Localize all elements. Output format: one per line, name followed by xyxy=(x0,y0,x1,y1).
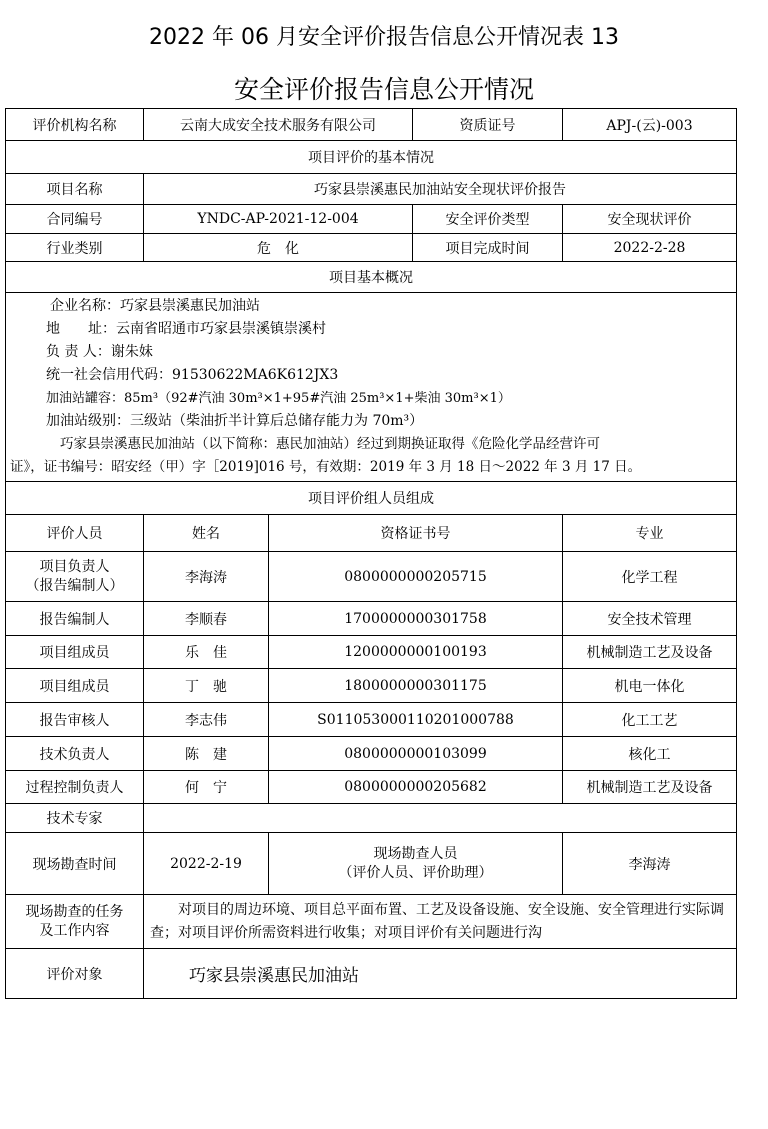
team-major: 化学工程 xyxy=(563,552,737,602)
project-name-value: 巧家县崇溪惠民加油站安全现状评价报告 xyxy=(144,174,737,205)
survey-people-label xyxy=(269,833,563,895)
overview-company: 企业名称：巧家县崇溪惠民加油站 xyxy=(50,298,260,314)
team-role-line1: 项目负责人 xyxy=(39,558,110,575)
team-major: 核化工 xyxy=(563,737,737,771)
basic-section-header: 项目评价的基本情况 xyxy=(6,141,737,174)
expert-value xyxy=(144,804,737,833)
overview-license-line1: 巧家县崇溪惠民加油站（以下简称：惠民加油站）经过到期换证取得《危险化学品经营许可 xyxy=(60,436,600,452)
survey-task-label-line1: 现场勘查的任务 xyxy=(25,903,124,920)
team-name: 李顺春 xyxy=(144,602,269,636)
team-role: 项目组成员 xyxy=(6,636,144,669)
team-role-line2: （报告编制人） xyxy=(25,577,124,594)
document-subtitle: 安全评价报告信息公开情况 xyxy=(233,75,534,104)
contract-label: 合同编号 xyxy=(6,205,144,234)
survey-task-label-line2: 及工作内容 xyxy=(39,922,110,939)
org-row xyxy=(6,109,737,141)
team-cert: 0800000000205715 xyxy=(269,552,563,602)
team-role xyxy=(6,552,144,602)
overview-level: 加油站级别：三级站（柴油折半计算后总储存能力为 70m³） xyxy=(46,413,424,429)
team-major: 安全技术管理 xyxy=(563,602,737,636)
survey-people-label-line1: 现场勘查人员 xyxy=(373,845,458,862)
industry-label: 行业类别 xyxy=(6,234,144,262)
document-title: 2022 年 06 月安全评价报告信息公开情况表 13 xyxy=(149,25,619,50)
team-section-header: 项目评价组人员组成 xyxy=(6,482,737,515)
team-cert: 0800000000103099 xyxy=(269,737,563,771)
overview-content xyxy=(6,293,737,482)
team-cert: S011053000110201000788 xyxy=(269,703,563,737)
team-name: 李海涛 xyxy=(144,552,269,602)
overview-license-line2: 证》，证书编号：昭安经（甲）字［2019]016 号，有效期：2019 年 3 月 18 日～2022 年 3 月 17 日。 xyxy=(10,459,642,475)
team-name: 何 宁 xyxy=(144,771,269,804)
team-name: 李志伟 xyxy=(144,703,269,737)
contract-value: YNDC-AP-2021-12-004 xyxy=(144,205,413,234)
info-table xyxy=(5,108,737,999)
team-cert: 0800000000205682 xyxy=(269,771,563,804)
table-row xyxy=(6,636,737,669)
eval-type-label: 安全评价类型 xyxy=(413,205,563,234)
team-major: 机电一体化 xyxy=(563,669,737,703)
team-major: 机械制造工艺及设备 xyxy=(563,771,737,804)
team-role: 报告编制人 xyxy=(6,602,144,636)
table-row xyxy=(6,552,737,602)
survey-people-value: 李海涛 xyxy=(563,833,737,895)
team-header-cert: 资格证书号 xyxy=(269,515,563,552)
team-role: 报告审核人 xyxy=(6,703,144,737)
survey-people-label-line2: （评价人员、评价助理） xyxy=(338,864,493,881)
cert-label: 资质证号 xyxy=(413,109,563,141)
team-header-major: 专业 xyxy=(563,515,737,552)
org-value: 云南大成安全技术服务有限公司 xyxy=(144,109,413,141)
finish-time-value: 2022-2-28 xyxy=(563,234,737,262)
team-role: 技术负责人 xyxy=(6,737,144,771)
table-row xyxy=(6,771,737,804)
team-cert: 1800000000301175 xyxy=(269,669,563,703)
table-row xyxy=(6,602,737,636)
team-name: 乐 佳 xyxy=(144,636,269,669)
survey-time-value: 2022-2-19 xyxy=(144,833,269,895)
industry-value: 危 化 xyxy=(144,234,413,262)
team-header-name: 姓名 xyxy=(144,515,269,552)
overview-address: 地 址：云南省昭通市巧家县崇溪镇崇溪村 xyxy=(46,321,326,337)
survey-task-label xyxy=(6,895,144,949)
survey-time-label: 现场勘查时间 xyxy=(6,833,144,895)
overview-tank: 加油站罐容：85m³（92#汽油 30m³×1+95#汽油 25m³×1+柴油 30m³×1） xyxy=(46,391,511,406)
team-role: 项目组成员 xyxy=(6,669,144,703)
table-row xyxy=(6,737,737,771)
table-row xyxy=(6,669,737,703)
target-value: 巧家县崇溪惠民加油站 xyxy=(144,949,737,999)
team-major: 化工工艺 xyxy=(563,703,737,737)
survey-task-value: 对项目的周边环境、项目总平面布置、工艺及设备设施、安全设施、安全管理进行实际调查；对项目评价所需资料进行收集；对项目评价有关问题进行沟 xyxy=(144,895,737,949)
overview-credit-code: 统一社会信用代码：91530622MA6K612JX3 xyxy=(46,367,339,383)
expert-label: 技术专家 xyxy=(6,804,144,833)
team-cert: 1700000000301758 xyxy=(269,602,563,636)
team-cert: 1200000000100193 xyxy=(269,636,563,669)
org-label: 评价机构名称 xyxy=(6,109,144,141)
finish-time-label: 项目完成时间 xyxy=(413,234,563,262)
team-role: 过程控制负责人 xyxy=(6,771,144,804)
overview-manager: 负 责 人：谢朱妹 xyxy=(46,344,153,360)
eval-type-value: 安全现状评价 xyxy=(563,205,737,234)
team-name: 丁 驰 xyxy=(144,669,269,703)
team-name: 陈 建 xyxy=(144,737,269,771)
team-header-row xyxy=(6,515,737,552)
overview-section-header: 项目基本概况 xyxy=(6,262,737,293)
team-major: 机械制造工艺及设备 xyxy=(563,636,737,669)
project-name-label: 项目名称 xyxy=(6,174,144,205)
table-row xyxy=(6,703,737,737)
target-label: 评价对象 xyxy=(6,949,144,999)
team-header-role: 评价人员 xyxy=(6,515,144,552)
cert-value: APJ-(云)-003 xyxy=(563,109,737,141)
